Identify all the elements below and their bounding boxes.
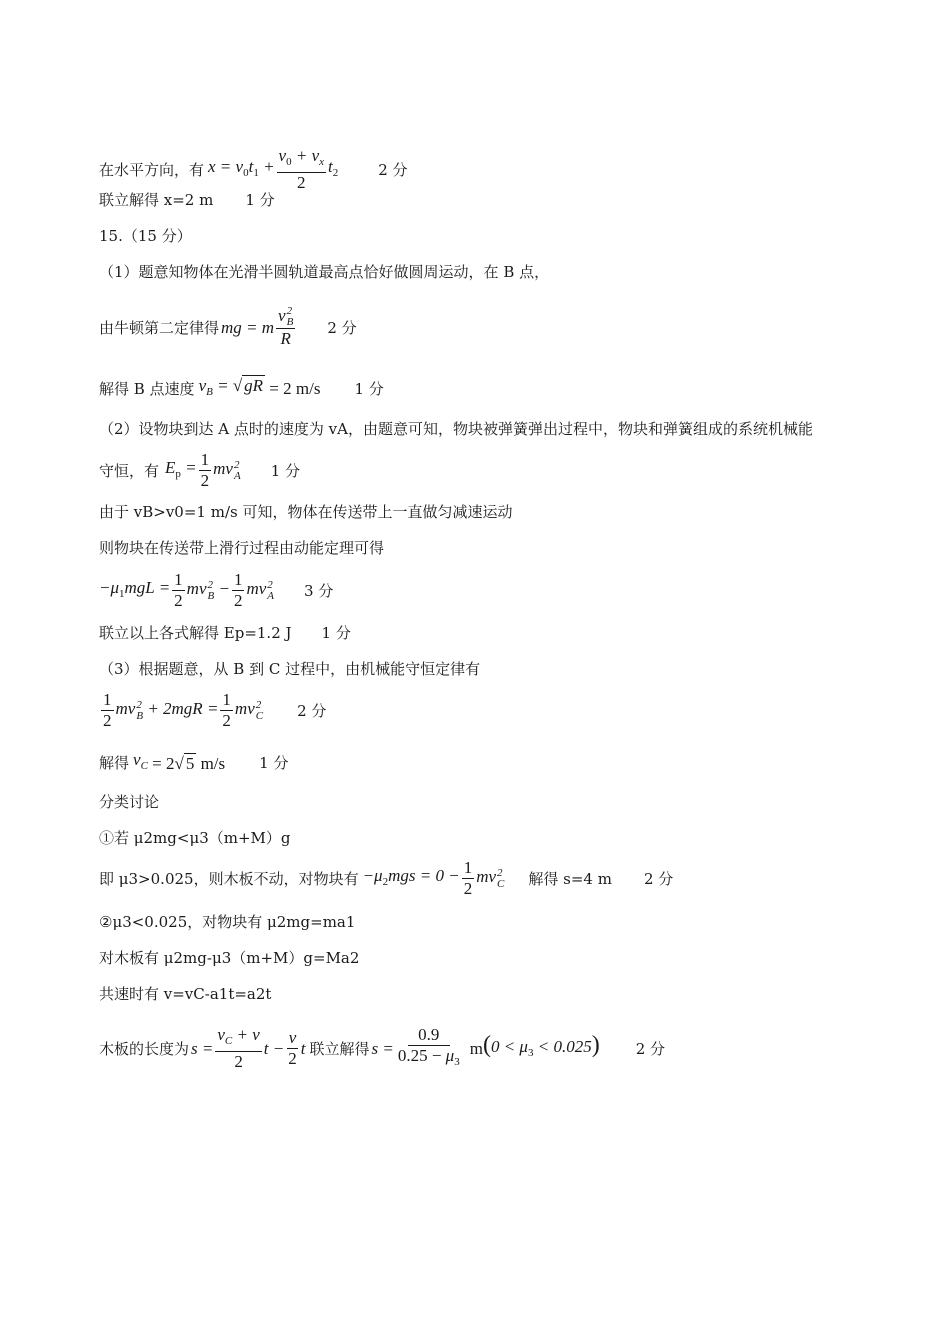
line-work-energy-equation: $-\mu_1mgL$ = $\frac{1}{2}$ mv 2 B − $\frac{1}{2}$ mv 2 A 3 分 <box>99 570 334 610</box>
line-kinetic-theorem <box>99 538 384 558</box>
text: 分类讨论 <box>99 793 160 811</box>
score: 1 分 <box>259 754 289 772</box>
text: 在水平方向，有 <box>99 160 205 179</box>
text: 由于 vB>v0=1 m/s 可知，物体在传送带上一直做匀减速运动 <box>99 503 513 521</box>
text: ①若 μ2mg<μ3（m+M）g <box>99 829 291 847</box>
line-part-1 <box>99 262 549 282</box>
line-common-velocity <box>99 984 271 1004</box>
score: 2 分 <box>643 869 674 888</box>
text: 对木板有 μ2mg-μ3（m+M）g=Ma2 <box>99 949 360 967</box>
text: ②μ3<0.025，对物块有 μ2mg=ma1 <box>99 913 356 931</box>
score: 1 分 <box>270 461 301 480</box>
fraction: $\frac{v_0 + v_x}{2}$ <box>278 146 325 192</box>
fraction: $\frac{v}{2}$ <box>288 1028 297 1068</box>
fraction: $\frac{1}{2}$ <box>222 690 231 730</box>
score: 1 分 <box>354 379 384 398</box>
line-solve-x <box>99 190 275 210</box>
score: 2 分 <box>297 701 327 720</box>
score: 1 分 <box>245 191 275 209</box>
line-decelerate <box>99 502 512 522</box>
text: 解得 <box>99 754 130 772</box>
text: 共速时有 v=vC-a1t=a2t <box>99 985 272 1003</box>
score: 2 分 <box>635 1039 666 1058</box>
text: 则物块在传送带上滑行过程由动能定理可得 <box>99 539 385 557</box>
score: 2 分 <box>378 160 408 179</box>
solution-text: 联立解得 <box>309 1039 370 1058</box>
line-mechanical-energy: $\frac{1}{2}$ mv 2 B + 2mgR = $\frac{1}{2}$ mv 2 C 2 分 <box>103 690 327 730</box>
text: 15.（15 分） <box>99 227 192 245</box>
line-vc: 解得 $v_C$ = 2√ 5 m/s 1 分 <box>99 750 289 773</box>
text: 即 μ3>0.025，则木板不动，对物块有 <box>99 869 359 888</box>
fraction: v 2 B R <box>278 305 294 349</box>
question-number <box>99 226 192 246</box>
text: 解得 B 点速度 <box>99 379 195 398</box>
fraction: $\frac{1}{2}$ <box>463 858 473 898</box>
fraction: $\frac{1}{2}$ <box>174 570 183 610</box>
score: 3 分 <box>304 581 334 600</box>
fraction: $\frac{1}{2}$ <box>103 690 112 730</box>
text: （1）题意知物体在光滑半圆轨道最高点恰好做圆周运动，在 B 点， <box>99 263 550 281</box>
score: 1 分 <box>321 624 351 642</box>
line-energy-conservation: 守恒，有 $E_p$ = $\frac{1}{2}$ mv 2 A 1 分 <box>99 450 301 490</box>
text: 联立以上各式解得 Ep=1.2 J <box>99 624 292 642</box>
fraction: $\frac{0.9}{0.25 - \mu_3}$ <box>397 1025 460 1068</box>
line-ep-result <box>99 623 351 643</box>
text: 守恒，有 <box>99 461 160 480</box>
fraction: $\frac{1}{2}$ <box>200 450 210 490</box>
line-board <box>99 948 359 968</box>
line-case-2 <box>99 912 355 932</box>
fraction: $\frac{v_C + v}{2}$ <box>217 1025 260 1071</box>
text: 由牛顿第二定律得 <box>99 318 220 337</box>
line-vb: 解得 B 点速度 $v_B$ = √ gR = 2 m/s 1 分 <box>99 376 384 398</box>
score: 2 分 <box>327 318 357 337</box>
solution-text: 解得 s=4 m <box>528 869 612 888</box>
text: （2）设物块到达 A 点时的速度为 vA，由题意可知，物块被弹簧弹出过程中，物块和弹簧组成的系统机械能 <box>99 420 813 438</box>
line-case-1-result: 即 μ3>0.025，则木板不动，对物块有 $-\mu_2mgs = 0$ − $\frac{1}{2}$ mv 2 C 解得 s=4 m 2 分 <box>99 858 674 898</box>
line-part-3 <box>99 659 480 679</box>
text: （3）根据题意，从 B 到 C 过程中，由机械能守恒定律有 <box>99 660 481 678</box>
text: 木板的长度为 <box>99 1039 190 1058</box>
line-part-2 <box>99 419 813 439</box>
text: 联立解得 x=2 m <box>99 191 214 209</box>
line-board-length: 木板的长度为 s = $\frac{v_C + v}{2}$ t − $\frac{v}{2}$ t 联立解得 s = $\frac{0.9}{0.25 - \mu_3}$ m $(0 < \mu_3 < 0.025)$ 2 分 <box>99 1025 666 1071</box>
line-case-discussion <box>99 792 159 812</box>
line-case-1 <box>99 828 291 848</box>
line-horizontal-equation: 在水平方向，有 $x = v_0t_1$ + $\frac{v_0 + v_x}{2}$ $t_2$ 2 分 <box>99 146 408 192</box>
formula: $x = v_0t_1$ + <box>208 156 275 179</box>
fraction: $\frac{1}{2}$ <box>233 570 243 610</box>
line-newton-law: 由牛顿第二定律得 mg = m v 2 B R 2 分 <box>99 305 357 349</box>
